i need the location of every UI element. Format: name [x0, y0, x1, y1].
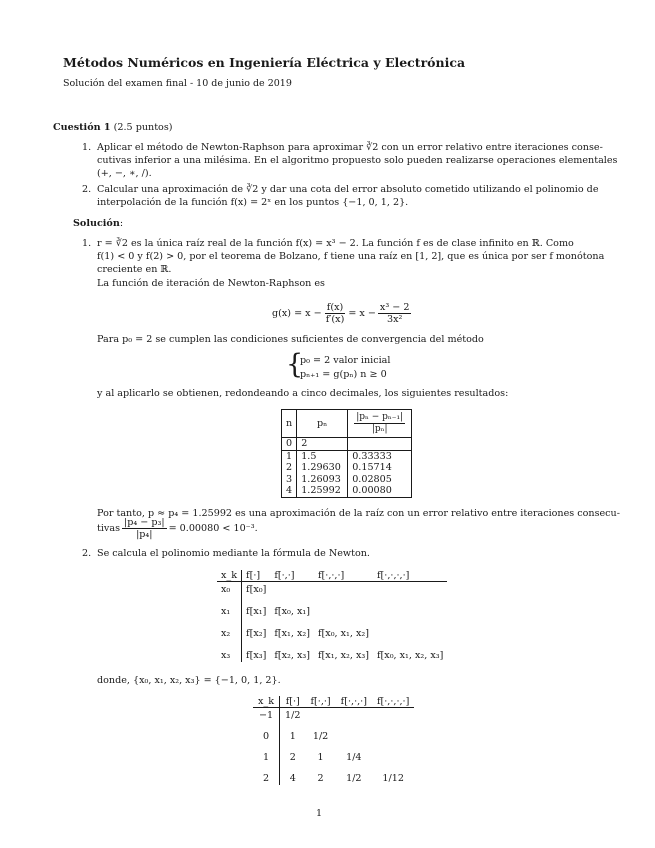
fraction-f-over-fprime: [324, 302, 347, 325]
table-header-cell: f[·,·,·,·]: [372, 696, 414, 708]
table-cell: 0.00080: [352, 485, 392, 496]
table-cell: 1/12: [382, 773, 404, 784]
table-cell: 2: [282, 462, 297, 474]
table-cell: 1/2: [312, 731, 329, 742]
newton-results-table: [281, 409, 412, 498]
table-cell: f[x₀, x₁]: [274, 606, 310, 617]
fraction-denominator: |pₙ|: [371, 424, 388, 434]
question-label: Cuestión 1: [53, 122, 111, 133]
table-row: [253, 764, 414, 785]
table-header-cell: f[·]: [242, 570, 271, 582]
table-cell: 1: [317, 752, 324, 763]
question-item-1-text-b: con un error relativo entre iteraciones conse-: [381, 142, 603, 153]
table-cell: f[x₂]: [242, 618, 271, 640]
left-brace-icon: {: [286, 349, 304, 380]
table-cell: 3: [282, 474, 297, 486]
question-heading: [53, 121, 173, 134]
fraction-numerator: f(x): [326, 302, 344, 313]
question-item-1-line-2: cutivas inferior a una milésima. En el algoritmo propuesto solo pueden realizarse operaciones elementales: [97, 155, 618, 166]
table-cell: 2: [262, 773, 270, 784]
table-cell: −1: [258, 710, 274, 721]
table-cell: 1/2: [280, 708, 306, 723]
table-cell: f[x₁, x₂, x₃]: [317, 650, 369, 661]
question-item-2-line-1: [97, 183, 599, 196]
solution-item-1-line-3: creciente en ℝ.: [97, 264, 172, 275]
table-cell: 1.26093: [297, 474, 348, 486]
fraction-denominator: |p₄|: [136, 529, 153, 540]
table-header-row: [253, 696, 414, 708]
table-row: [217, 582, 447, 597]
solution-item-1-marker: 1.: [82, 238, 92, 249]
table-cell: [373, 582, 447, 597]
equation-middle: = x −: [348, 308, 376, 319]
page-number: 1: [316, 808, 323, 819]
fraction-polynomial: [378, 302, 412, 325]
header-relative-error: [348, 410, 412, 438]
question-points: (2.5 puntos): [113, 122, 173, 133]
solution-item-2-line-1: Se calcula el polinomio mediante la fórmula de Newton.: [97, 548, 370, 559]
header-n: n: [282, 410, 297, 438]
table-header-cell: x_k: [217, 570, 242, 582]
conclusion-line-2: [97, 517, 258, 540]
table-cell: 4: [282, 485, 297, 497]
table-cell: 0.15714: [352, 462, 392, 473]
solution-item-2-marker: 2.: [82, 548, 92, 559]
iteration-function-equation: [272, 302, 413, 325]
table-row: [253, 708, 414, 723]
table-cell: 2: [280, 743, 306, 764]
table-row: [253, 722, 414, 743]
table-cell: [348, 438, 412, 451]
question-item-2-text-a: Calcular una aproximación de: [97, 184, 244, 195]
table-row: [282, 438, 412, 451]
table-cell: f[x₂, x₃]: [274, 650, 310, 661]
table-cell: 2: [317, 773, 324, 784]
conclusion-text-b: = 0.00080 < 10⁻³.: [168, 523, 258, 534]
table-cell: 0: [282, 438, 297, 451]
table-cell: 1/4: [346, 752, 362, 763]
table-cell: [372, 708, 414, 723]
question-item-2-marker: 2.: [82, 184, 92, 195]
table-cell: [336, 708, 372, 723]
table-cell: [372, 722, 414, 743]
table-cell: x₃: [221, 650, 231, 661]
table-cell: f[x₃]: [242, 640, 271, 662]
table-header-cell: f[·,·,·]: [336, 696, 372, 708]
table-header-row: [217, 570, 447, 582]
table-cell: 1: [280, 722, 306, 743]
table-cell: [372, 743, 414, 764]
table-cell: [305, 708, 335, 723]
conclusion-text-a: tivas: [97, 523, 120, 534]
page-title: Métodos Numéricos en Ingeniería Eléctrica y Electrónica: [63, 55, 466, 70]
table-row: [217, 618, 447, 640]
table-cell: 1.29630: [297, 462, 348, 474]
table-cell: [314, 596, 373, 618]
table-cell: 1.5: [297, 450, 348, 462]
table-row: [282, 485, 412, 497]
table-header-cell: f[·,·]: [270, 570, 314, 582]
table-cell: [336, 722, 372, 743]
table-row: [282, 474, 412, 486]
question-item-1-text-a: Aplicar el método de Newton-Raphson para aproximar: [97, 142, 364, 153]
header-p: pₙ: [297, 410, 348, 438]
table-cell: f[x₀, x₁, x₂, x₃]: [377, 650, 444, 661]
table-cell: f[x₀, x₁, x₂]: [317, 628, 369, 639]
relative-error-fraction: [354, 412, 405, 435]
table-cell: x₂: [221, 628, 231, 639]
table-row: [217, 596, 447, 618]
table-cell: 4: [280, 764, 306, 785]
convergence-conditions-intro: Para p₀ = 2 se cumplen las condiciones suficientes de convergencia del método: [97, 334, 484, 345]
table-cell: 1.25992: [297, 485, 348, 497]
table-cell: x₀: [221, 584, 231, 595]
donde-line: donde, {x₀, x₁, x₂, x₃} = {−1, 0, 1, 2}.: [97, 675, 281, 686]
table-cell: [270, 582, 314, 597]
divided-differences-scheme-table: [217, 570, 447, 662]
conclusion-fraction: [122, 517, 167, 540]
solution-item-1-line-4: La función de iteración de Newton-Raphson es: [97, 278, 325, 289]
table-cell: 1/2: [346, 773, 362, 784]
question-item-2-line-2: interpolación de la función f(x) = 2ˣ en los puntos {−1, 0, 1, 2}.: [97, 197, 409, 208]
conclusion-line-1: Por tanto, p ≈ p₄ = 1.25992 es una aproximación de la raíz con un error relativo entre iteraciones consecu-: [97, 508, 620, 519]
cbrt-symbol: ∛2: [246, 184, 259, 195]
fraction-numerator: |p₄ − p₃|: [124, 517, 165, 528]
results-intro: y al aplicarlo se obtienen, redondeando a cinco decimales, los siguientes resultados:: [97, 388, 509, 399]
table-cell: f[x₀]: [242, 582, 271, 597]
fraction-denominator: f′(x): [325, 314, 345, 325]
table-header-cell: x_k: [253, 696, 280, 708]
table-header-cell: f[·]: [280, 696, 306, 708]
solution-label: Solución: [73, 218, 120, 229]
table-cell: 0.33333: [352, 450, 392, 462]
table-cell: x₁: [221, 606, 231, 617]
table-cell: [373, 618, 447, 640]
condition-2: pₙ₊₁ = g(pₙ) n ≥ 0: [300, 369, 387, 380]
table-cell: [314, 582, 373, 597]
table-row: [217, 640, 447, 662]
table-row: [253, 743, 414, 764]
solution-heading: [73, 217, 123, 230]
equation-lhs: g(x) = x −: [272, 308, 322, 319]
table-cell: 0: [262, 731, 270, 742]
solution-colon: :: [119, 218, 124, 229]
table-cell: f[x₁, x₂]: [274, 628, 310, 639]
table-row: [282, 462, 412, 474]
table-header-cell: f[·,·,·]: [314, 570, 373, 582]
cbrt-symbol: ∛2: [366, 142, 379, 153]
question-item-1-line-1: [97, 141, 603, 154]
table-row: [282, 450, 412, 462]
table-cell: 1: [282, 450, 297, 462]
table-cell: 2: [297, 438, 348, 451]
fraction-numerator: x³ − 2: [379, 302, 410, 313]
table-header-cell: f[·,·]: [305, 696, 335, 708]
page-subtitle: Solución del examen final - 10 de junio de 2019: [63, 78, 292, 89]
fraction-denominator: 3x²: [386, 314, 403, 325]
solution-item-1-line-2: f(1) < 0 y f(2) > 0, por el teorema de Bolzano, f tiene una raíz en [1, 2], que es única por ser f monótona: [97, 251, 605, 262]
condition-1: p₀ = 2 valor inicial: [300, 355, 391, 366]
fraction-numerator: |pₙ − pₙ₋₁|: [356, 412, 404, 422]
table-cell: 0.02805: [352, 473, 392, 485]
question-item-1-marker: 1.: [82, 142, 92, 153]
solution-item-1-line-1: r = ∛2 es la única raíz real de la función f(x) = x³ − 2. La función f es de clase infinito en ℝ. Como: [97, 238, 574, 249]
table-cell: 1: [262, 752, 270, 763]
question-item-1-line-3: (+, −, ∗, /).: [97, 168, 152, 179]
table-cell: [373, 596, 447, 618]
table-header-cell: f[·,·,·,·]: [373, 570, 447, 582]
table-cell: f[x₁]: [242, 596, 271, 618]
question-item-2-text-b: y dar una cota del error absoluto cometido utilizando el polinomio de: [261, 184, 599, 195]
divided-differences-values-table: [253, 696, 414, 785]
